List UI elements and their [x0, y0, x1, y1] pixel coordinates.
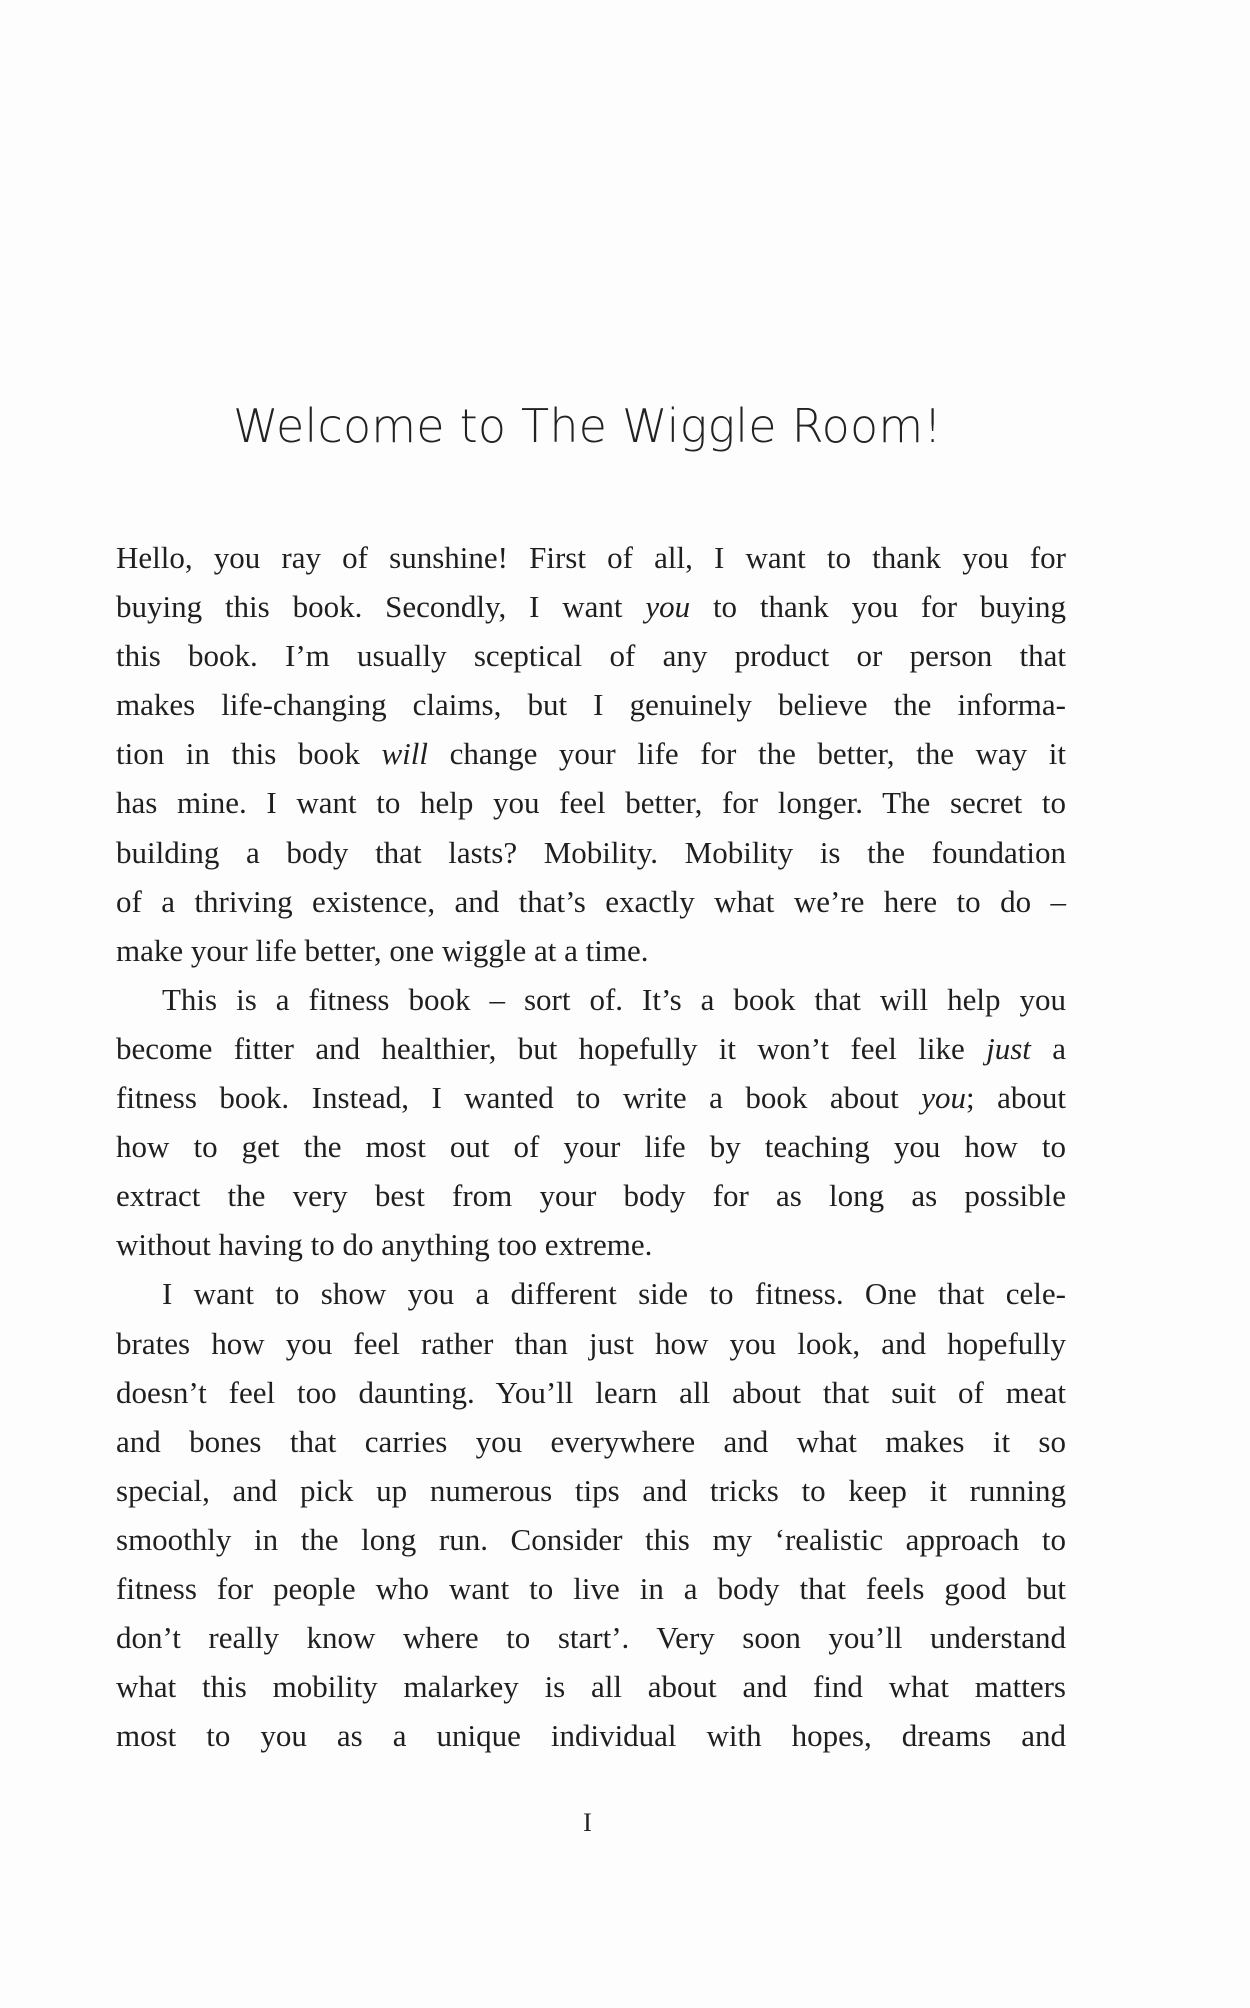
italic-text: just — [986, 1030, 1031, 1066]
italic-text: will — [381, 736, 428, 772]
text-segment: building a body that lasts? Mobility. Mobility is the foundation — [116, 834, 1066, 870]
text-line — [116, 1417, 1066, 1466]
text-line — [116, 1662, 1066, 1711]
text-line — [116, 877, 1066, 926]
text-segment: become fitter and healthier, but hopefully it won’t feel like — [116, 1030, 987, 1066]
text-segment: smoothly in the long run. Consider this my ‘realistic approach to — [116, 1521, 1066, 1557]
text-segment: has mine. I want to help you feel better, for longer. The secret to — [116, 785, 1066, 821]
italic-text: you — [645, 589, 691, 625]
text-line — [116, 631, 1066, 680]
text-segment: without having to do anything too extreme. — [116, 1227, 653, 1263]
text-segment: of a thriving existence, and that’s exactly what we’re here to do – — [116, 883, 1066, 919]
text-segment: tion in this book — [116, 736, 382, 772]
text-segment: fitness for people who want to live in a body that feels good but — [116, 1570, 1066, 1606]
text-line — [116, 1171, 1066, 1220]
text-segment: I want to show you a different side to fitness. One that cele- — [162, 1276, 1066, 1312]
text-line — [116, 1319, 1066, 1368]
text-segment: This is a fitness book – sort of. It’s a book that will help you — [162, 981, 1066, 1017]
text-segment: a — [1030, 1030, 1066, 1066]
text-segment: buying this book. Secondly, I want — [116, 589, 646, 625]
italic-text: you — [921, 1080, 966, 1116]
text-line — [116, 1515, 1066, 1564]
text-segment: fitness book. Instead, I wanted to write a book about — [116, 1080, 922, 1116]
text-line — [116, 1269, 1066, 1318]
text-line — [116, 1711, 1066, 1760]
text-line — [116, 1466, 1066, 1515]
text-segment: don’t really know where to start’. Very soon you’ll understand — [116, 1620, 1066, 1656]
text-line — [116, 1613, 1066, 1662]
text-segment: Hello, you ray of sunshine! First of all, I want to thank you for — [116, 540, 1066, 575]
body-text — [116, 533, 1066, 1760]
text-segment: make your life better, one wiggle at a time. — [116, 932, 649, 968]
text-line — [116, 1368, 1066, 1417]
text-segment: how to get the most out of your life by teaching you how to — [116, 1129, 1066, 1165]
text-line — [116, 533, 1066, 582]
text-line — [116, 1073, 1066, 1122]
text-line — [116, 582, 1066, 631]
text-segment: extract the very best from your body for as long as possible — [116, 1178, 1066, 1214]
text-segment: and bones that carries you everywhere and what makes it so — [116, 1423, 1066, 1459]
text-line — [116, 1564, 1066, 1613]
text-segment: makes life-changing claims, but I genuinely believe the informa- — [116, 687, 1066, 723]
text-line — [116, 828, 1066, 877]
text-line — [116, 1220, 1066, 1269]
text-segment: doesn’t feel too daunting. You’ll learn all about that suit of meat — [116, 1374, 1066, 1410]
text-segment: brates how you feel rather than just how you look, and hopefully — [116, 1325, 1066, 1361]
text-line — [116, 1024, 1066, 1073]
page-number: I — [583, 1808, 592, 1837]
text-line — [116, 1122, 1066, 1171]
chapter-title: Welcome to The Wiggle Room! — [232, 398, 942, 453]
text-segment: change your life for the better, the way it — [427, 736, 1066, 772]
text-segment: most to you as a unique individual with hopes, dreams and — [116, 1718, 1066, 1754]
text-segment: special, and pick up numerous tips and tricks to keep it running — [116, 1472, 1066, 1508]
text-line — [116, 680, 1066, 729]
text-segment: to thank you for buying — [690, 589, 1067, 625]
text-segment: what this mobility malarkey is all about and find what matters — [116, 1669, 1066, 1705]
text-segment: ; about — [966, 1080, 1066, 1116]
text-line — [116, 778, 1066, 827]
text-line — [116, 926, 1066, 975]
text-segment: this book. I’m usually sceptical of any product or person that — [116, 638, 1066, 674]
text-line — [116, 729, 1066, 778]
text-line — [116, 975, 1066, 1024]
